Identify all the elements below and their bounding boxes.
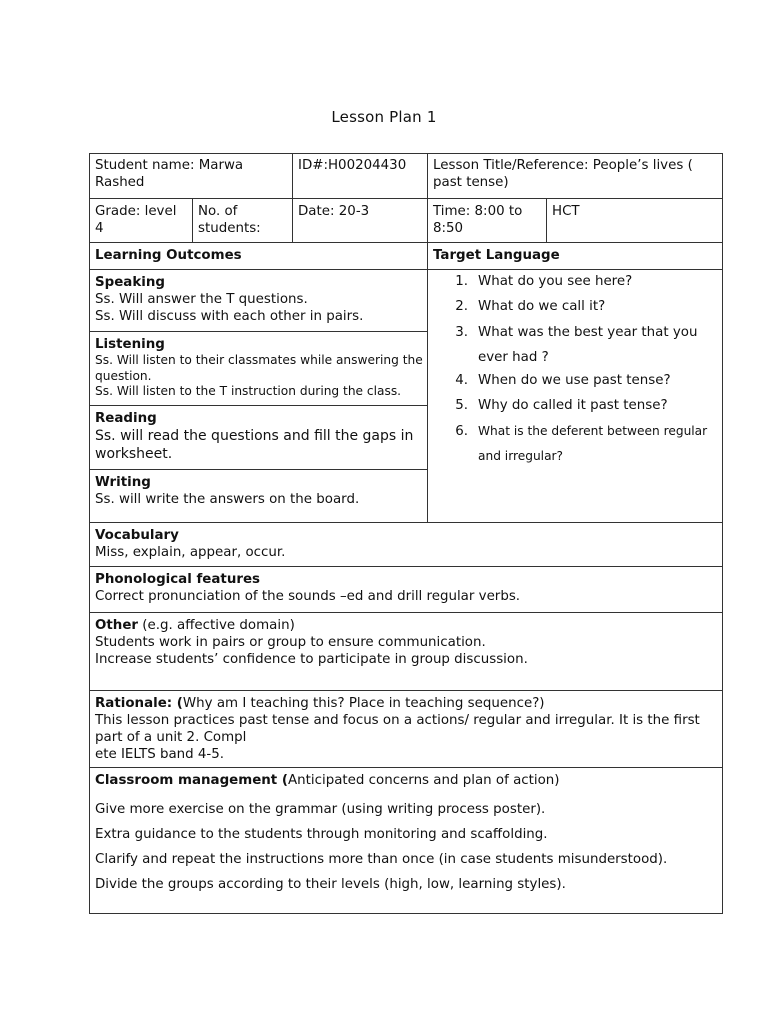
- rationale-line: This lesson practices past tense and focus on a actions/ regular and irregular. It is the first part of a unit 2. Compl: [95, 713, 700, 745]
- other-line: Students work in pairs or group to ensure communication.: [95, 635, 486, 650]
- list-item: 6. What is the deferent between regular and irregular?: [455, 424, 708, 463]
- classroom-line: Clarify and repeat the instructions more than once (in case students misunderstood).: [95, 852, 668, 867]
- vocabulary-heading: Vocabulary: [95, 528, 179, 543]
- other-line: Increase students’ confidence to participate in group discussion.: [95, 652, 528, 667]
- learning-outcomes-heading: Learning Outcomes: [95, 248, 242, 263]
- listening-section: [95, 336, 423, 400]
- listening-heading: Listening: [95, 337, 165, 352]
- classroom-line: Divide the groups according to their levels (high, low, learning styles).: [95, 877, 566, 892]
- other-note: (e.g. affective domain): [138, 618, 295, 633]
- list-item: 3. What was the best year that you ever had ?: [455, 325, 698, 365]
- classroom-note: Anticipated concerns and plan of action): [288, 773, 560, 788]
- target-language-list: [432, 272, 722, 469]
- student-name: Student name: Marwa Rashed: [95, 158, 244, 190]
- number-of-students: No. of students:: [198, 204, 261, 236]
- phonological-text: Correct pronunciation of the sounds –ed and drill regular verbs.: [95, 589, 521, 604]
- vocabulary-text: Miss, explain, appear, occur.: [95, 545, 286, 560]
- page-title: Lesson Plan 1: [331, 108, 437, 126]
- reading-heading: Reading: [95, 411, 157, 426]
- writing-heading: Writing: [95, 475, 151, 490]
- grade: Grade: level 4: [95, 204, 177, 236]
- listening-line: Ss. Will listen to their classmates while answering the question.: [95, 353, 423, 383]
- rationale-heading: Rationale: (: [95, 696, 183, 711]
- other-heading: Other: [95, 618, 139, 633]
- phonological-section: [95, 571, 715, 605]
- rationale-section: [95, 695, 715, 763]
- rationale-note: Why am I teaching this? Place in teaching sequence?): [182, 696, 545, 711]
- classroom-line: Extra guidance to the students through monitoring and scaffolding.: [95, 827, 548, 842]
- classroom-management-section: [95, 772, 720, 897]
- speaking-section: [95, 274, 423, 325]
- writing-section: [95, 474, 423, 508]
- listening-line: Ss. Will listen to the T instruction during the class.: [95, 384, 402, 398]
- list-item: 4. When do we use past tense?: [455, 373, 671, 388]
- list-item: 5. Why do called it past tense?: [455, 398, 668, 413]
- phonological-heading: Phonological features: [95, 572, 261, 587]
- lesson-time: Time: 8:00 to 8:50: [433, 204, 523, 236]
- classroom-line: Give more exercise on the grammar (using writing process poster).: [95, 802, 546, 817]
- list-item: 1. What do you see here?: [455, 274, 633, 289]
- lesson-date: Date: 20-3: [298, 204, 370, 219]
- other-section: [95, 617, 715, 668]
- rationale-line: ete IELTS band 4-5.: [95, 747, 225, 762]
- speaking-heading: Speaking: [95, 275, 165, 290]
- reading-section: [95, 410, 423, 463]
- reading-text: Ss. will read the questions and fill the gaps in worksheet.: [95, 428, 414, 462]
- speaking-line: Ss. Will discuss with each other in pairs.: [95, 309, 364, 324]
- classroom-heading: Classroom management (: [95, 773, 288, 788]
- vocabulary-section: [95, 527, 715, 561]
- speaking-line: Ss. Will answer the T questions.: [95, 292, 308, 307]
- lesson-title: Lesson Title/Reference: People’s lives ( past tense): [433, 158, 693, 190]
- student-id: ID#:H00204430: [298, 158, 407, 173]
- list-item: 2. What do we call it?: [455, 299, 606, 314]
- writing-text: Ss. will write the answers on the board.: [95, 492, 360, 507]
- target-language-heading: Target Language: [433, 248, 560, 263]
- institution: HCT: [552, 204, 580, 219]
